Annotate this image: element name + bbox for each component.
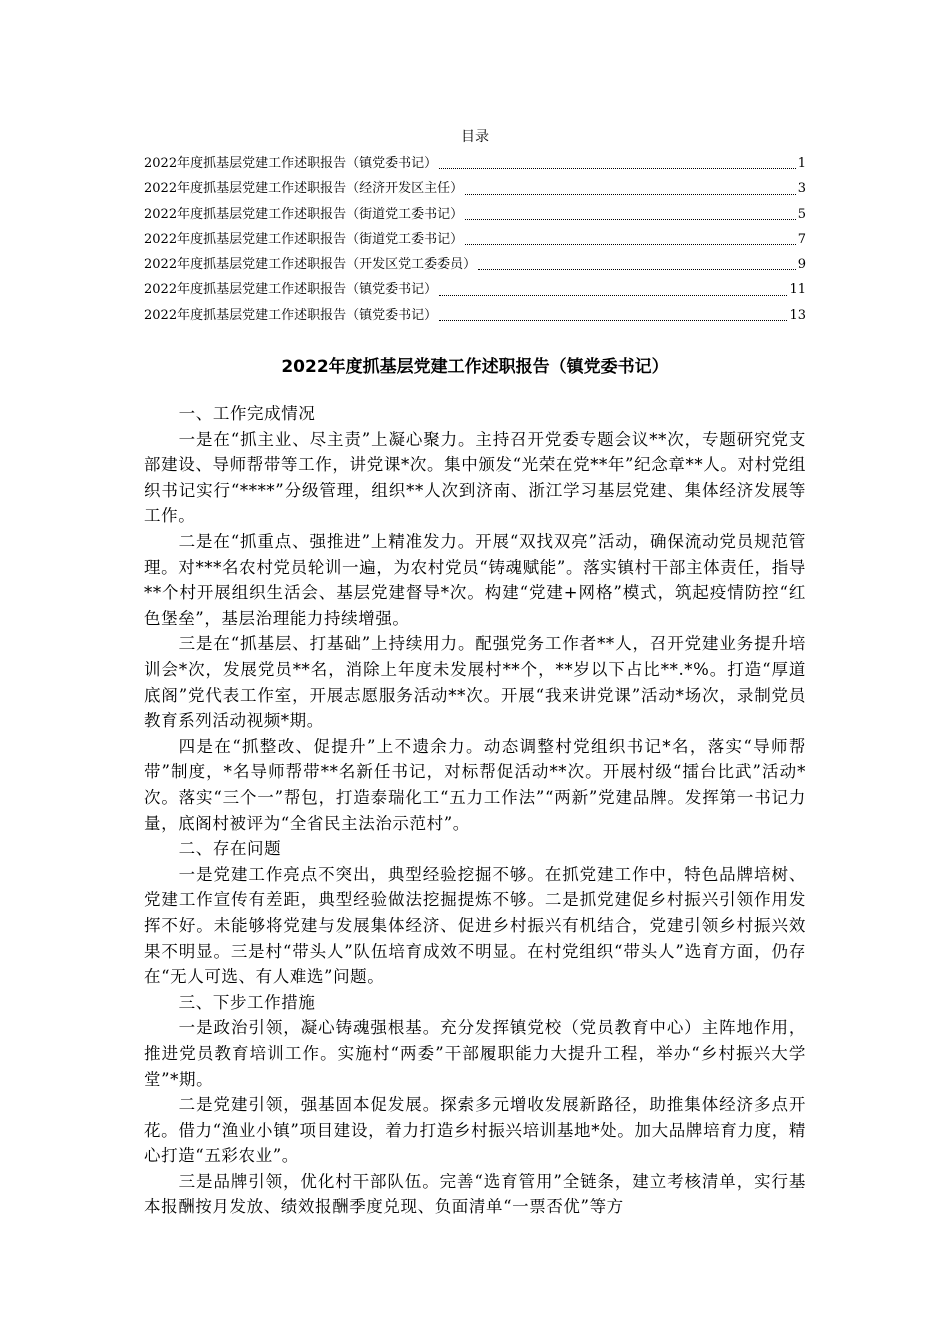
toc-leader-dots: [439, 294, 787, 296]
report-paragraph: 一是在“抓主业、尽主责”上凝心聚力。主持召开党委专题会议**次，专题研究党支部建设、导师帮带等工作，讲党课*次。集中颁发“光荣在党**年”纪念章**人。对村党组织书记实行“****”分级管理，组织**人次到济南、浙江学习基层党建、集体经济发展等工作。: [144, 429, 806, 526]
toc-entry-page: 5: [797, 206, 806, 222]
toc-leader-dots: [478, 268, 796, 270]
report-paragraph: 四是在“抓整改、促提升”上不遗余力。动态调整村党组织书记*名，落实“导师帮带”制度，*名导师帮带**名新任书记，对标帮促活动**次。开展村级“擂台比武”活动*次。落实“三个一”帮包，打造泰瑞化工“五力工作法”“两新”党建品牌。发挥第一书记力量，底阁村被评为“全省民主法治示范村”。: [144, 736, 806, 833]
toc-entry[interactable]: [144, 176, 806, 201]
toc-leader-dots: [439, 319, 787, 321]
toc-leader-dots: [465, 243, 796, 245]
report-body: [144, 401, 806, 1220]
report-title: 2022年度抓基层党建工作述职报告（镇党委书记）: [281, 357, 669, 378]
toc-entry[interactable]: [144, 303, 806, 328]
toc-entry-title: 2022年度抓基层党建工作述职报告（镇党委书记）: [144, 156, 438, 171]
report-paragraph: 一是政治引领，凝心铸魂强根基。充分发挥镇党校（党员教育中心）主阵地作用，推进党员教育培训工作。实施村“两委”干部履职能力大提升工程，举办“乡村振兴大学堂”*期。: [144, 1018, 806, 1089]
toc-leader-dots: [465, 218, 796, 220]
report-paragraph: 二是党建引领，强基固本促发展。探索多元增收发展新路径，助推集体经济多点开花。借力“渔业小镇”项目建设，着力打造乡村振兴培训基地*处。加大品牌培育力度，精心打造“五彩农业”。: [144, 1095, 806, 1166]
toc-entry-title: 2022年度抓基层党建工作述职报告（街道党工委书记）: [144, 231, 464, 247]
toc-leader-dots: [439, 167, 796, 169]
toc-title: 目录: [461, 129, 489, 145]
toc-entry-page: 11: [789, 282, 806, 298]
toc-entry-title: 2022年度抓基层党建工作述职报告（镇党委书记）: [144, 307, 438, 323]
toc-entry[interactable]: [144, 227, 806, 252]
toc-entry-page: 7: [797, 231, 806, 247]
toc-entry[interactable]: [144, 252, 806, 277]
toc-entry-page: 9: [797, 257, 806, 273]
report-paragraph: 二、存在问题: [178, 839, 282, 859]
toc-entry-title: 2022年度抓基层党建工作述职报告（街道党工委书记）: [144, 206, 464, 222]
report-paragraph: 三、下步工作措施: [178, 992, 316, 1012]
table-of-contents: [144, 126, 806, 328]
toc-leader-dots: [465, 193, 796, 195]
toc-entry-title: 2022年度抓基层党建工作述职报告（经济开发区主任）: [144, 181, 464, 197]
toc-entry-title: 2022年度抓基层党建工作述职报告（镇党委书记）: [144, 282, 438, 298]
toc-entry[interactable]: [144, 202, 806, 227]
document-page: [144, 0, 806, 1220]
report-paragraph: 二是在“抓重点、强推进”上精准发力。开展“双找双亮”活动，确保流动党员规范管理。对***名农村党员轮训一遍，为农村党员“铸魂赋能”。落实镇村干部主体责任，指导**个村开展组织生活会、基层党建督导*次。构建“党建+网格”模式，筑起疫情防控“红色堡垒”，基层治理能力持续增强。: [144, 532, 806, 628]
toc-entry[interactable]: [144, 277, 806, 302]
toc-entry-page: 13: [789, 307, 806, 323]
toc-entry-page: 3: [797, 181, 806, 197]
report-paragraph: 一是党建工作亮点不突出，典型经验挖掘不够。在抓党建工作中，特色品牌培树、党建工作宣传有差距，典型经验做法挖掘提炼不够。二是抓党建促乡村振兴引领作用发挥不好。未能够将党建与发展集体经济、促进乡村振兴有机结合，党建引领乡村振兴效果不明显。三是村“带头人”队伍培育成效不明显。在村党组织“带头人”选育方面，仍存在“无人可选、有人难选”问题。: [144, 864, 806, 987]
toc-entry[interactable]: [144, 151, 806, 176]
toc-entry-page: 1: [797, 156, 806, 171]
report-paragraph: 一、工作完成情况: [178, 404, 316, 424]
report-paragraph: 三是在“抓基层、打基础”上持续用力。配强党务工作者**人，召开党建业务提升培训会*次，发展党员**名，消除上年度未发展村**个，**岁以下占比**.*%。打造“厚道底阁”党代表工作室，开展志愿服务活动**次。开展“我来讲党课”活动*场次，录制党员教育系列活动视频*期。: [144, 634, 806, 731]
report-paragraph: 三是品牌引领，优化村干部队伍。完善“选育管用”全链条，建立考核清单，实行基本报酬按月发放、绩效报酬季度兑现、负面清单“一票否优”等方: [144, 1171, 806, 1217]
toc-list: [144, 151, 806, 328]
toc-entry-title: 2022年度抓基层党建工作述职报告（开发区党工委委员）: [144, 257, 477, 273]
